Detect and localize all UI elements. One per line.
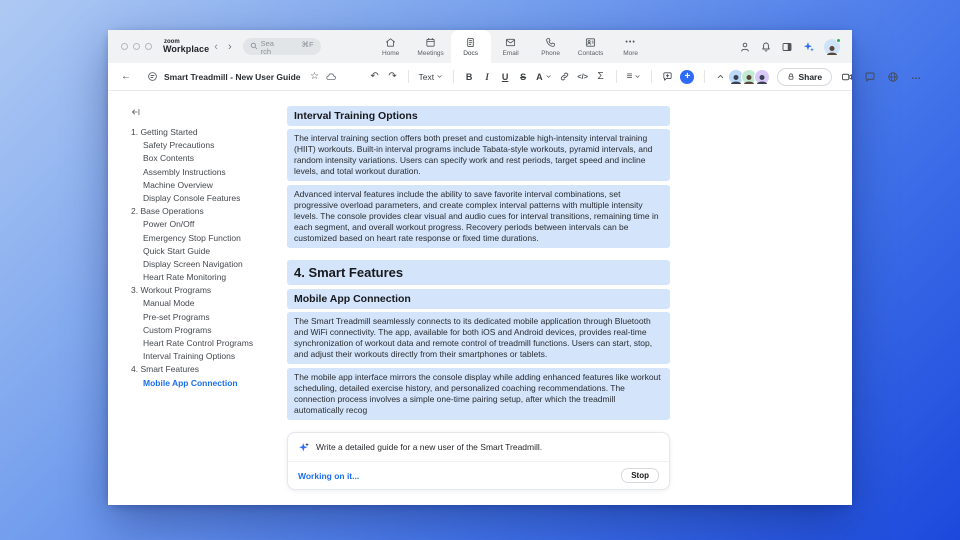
topbar-right-icons — [739, 39, 852, 55]
collaborator-avatar-3[interactable] — [754, 69, 770, 85]
collaborator-avatars[interactable] — [728, 69, 770, 85]
tab-meetings-label: Meetings — [417, 49, 444, 57]
zoom-workplace-logo — [163, 39, 209, 54]
nav-back-button[interactable]: ‹ — [214, 40, 218, 53]
ai-companion-panel — [287, 432, 670, 490]
tab-home-label: Home — [381, 49, 400, 57]
home-icon — [385, 37, 396, 49]
tab-contacts[interactable] — [571, 30, 611, 63]
search-shortcut: ⌘F — [301, 40, 314, 49]
sidebar-item-heart-rate-control-programs[interactable]: Heart Rate Control Programs — [143, 338, 254, 348]
formula-button[interactable]: Σ — [597, 71, 604, 82]
doc-badge-icon[interactable] — [144, 68, 160, 86]
tab-phone[interactable] — [531, 30, 571, 63]
sidebar-item-box-contents[interactable]: Box Contents — [143, 153, 195, 164]
ai-sparkle-icon — [298, 441, 310, 453]
tab-docs[interactable] — [451, 30, 491, 63]
underline-button[interactable]: U — [501, 71, 509, 82]
meetings-icon — [425, 37, 436, 49]
tab-phone-label: Phone — [541, 49, 560, 57]
sidebar-item-base-operations[interactable]: 2. Base Operations — [131, 206, 204, 217]
outline-sidebar — [108, 92, 278, 505]
content-area — [108, 92, 852, 505]
sidebar-item-heart-rate-monitoring[interactable]: Heart Rate Monitoring — [143, 272, 227, 283]
share-button-label: Share — [798, 71, 823, 82]
sidebar-item-assembly-instructions[interactable]: Assembly Instructions — [143, 166, 226, 177]
email-icon — [505, 37, 516, 49]
sidebar-item-emergency-stop[interactable]: Emergency Stop Function — [143, 232, 241, 243]
tab-meetings[interactable] — [411, 30, 451, 63]
bold-button[interactable]: B — [465, 71, 473, 82]
stop-button[interactable]: Stop — [621, 468, 659, 483]
contacts-icon — [585, 37, 596, 49]
more-icon: ••• — [625, 39, 636, 46]
heading-mobile-app-connection[interactable]: Mobile App Connection — [287, 289, 670, 309]
undo-icon[interactable]: ↶ — [370, 71, 379, 82]
text-style-label: Text — [418, 71, 435, 82]
search-placeholder: Search — [260, 39, 274, 56]
lock-icon — [787, 72, 795, 81]
sidebar-item-custom-programs[interactable]: Custom Programs — [143, 324, 212, 335]
chat-icon[interactable] — [862, 68, 878, 86]
app-window — [108, 30, 922, 505]
paragraph-interval-1[interactable]: The interval training section offers both preset and customizable high-intensity interval training (HIIT) workouts. Built-in interval programs include Tabata-style workouts, pyramid intervals, and random intensity variations. Users can specify work and rest periods, target speed and incline levels, and total workout duration. — [287, 129, 670, 181]
profile-icon[interactable] — [739, 41, 751, 53]
collapse-outline-icon[interactable] — [131, 107, 141, 117]
notifications-bell-icon[interactable] — [760, 41, 772, 53]
toolbar-right — [728, 68, 924, 86]
user-avatar[interactable] — [824, 39, 840, 55]
comment-icon[interactable] — [659, 68, 675, 86]
sidebar-item-quick-start-guide[interactable]: Quick Start Guide — [143, 245, 211, 256]
video-icon[interactable] — [839, 68, 855, 86]
sidebar-item-power-on-off[interactable]: Power On/Off — [143, 219, 195, 230]
share-button[interactable] — [777, 68, 832, 86]
text-style-dropdown[interactable] — [416, 72, 447, 82]
tab-more-label: More — [623, 49, 639, 57]
sidebar-item-getting-started[interactable]: 1. Getting Started — [131, 127, 198, 137]
doc-toolbar — [108, 63, 922, 91]
paragraph-mobile-1[interactable]: The Smart Treadmill seamlessly connects to its dedicated mobile application through Bluetooth and WiFi connectivity. The app, available for both iOS and Android devices, provides real-time synchronization of workout data and remote control of treadmill functions. Users can start, stop, and adjust their workouts directly from their smartphones or tablets. — [287, 312, 670, 364]
heading-interval-training-options[interactable]: Interval Training Options — [287, 106, 670, 126]
sidebar-item-machine-overview[interactable]: Machine Overview — [143, 179, 213, 190]
sidebar-item-workout-programs[interactable]: 3. Workout Programs — [131, 285, 212, 296]
sidebar-item-preset-programs[interactable]: Pre-set Programs — [143, 311, 210, 322]
minimize-window-button[interactable] — [133, 43, 140, 50]
insert-plus-button[interactable]: + — [680, 70, 694, 84]
italic-button[interactable]: I — [485, 71, 489, 82]
paragraph-interval-2[interactable]: Advanced interval features include the ability to save favorite interval combinations, set progressive overload parameters, and create complex interval patterns with multiple intensity levels. The console provides clear visual and audio cues for interval transitions, remaining time in each segment, and overall workout progress. Recovery periods between intervals can be customized based on heart rate response or fixed time durations. — [287, 185, 670, 248]
presence-dot — [836, 38, 841, 43]
search-icon — [250, 42, 258, 50]
phone-icon — [545, 37, 556, 49]
align-icon: ≡ — [626, 71, 633, 82]
tab-contacts-label: Contacts — [577, 49, 604, 57]
document-title[interactable]: Smart Treadmill - New User Guide — [164, 71, 301, 82]
formatting-tools — [367, 68, 729, 86]
sidebar-item-display-screen-navigation[interactable]: Display Screen Navigation — [143, 258, 243, 269]
toolbar-more-icon[interactable]: … — [911, 71, 922, 82]
text-color-dropdown[interactable] — [533, 72, 555, 82]
sidebar-item-display-console-features[interactable]: Display Console Features — [143, 192, 241, 203]
tab-more[interactable] — [611, 30, 651, 63]
ai-status-text: Working on it... — [298, 470, 360, 481]
side-panel-icon[interactable] — [781, 41, 793, 53]
ai-prompt-text: Write a detailed guide for a new user of the Smart Treadmill. — [316, 442, 543, 452]
cloud-saved-icon — [323, 68, 339, 86]
list-align-dropdown[interactable] — [624, 71, 645, 82]
close-window-button[interactable] — [121, 43, 128, 50]
globe-icon[interactable] — [885, 68, 901, 86]
collapse-toolbar-icon[interactable] — [712, 68, 728, 86]
logo-zoom-text: zoom — [164, 39, 180, 45]
sidebar-item-manual-mode[interactable]: Manual Mode — [143, 298, 195, 309]
strikethrough-button[interactable]: S — [520, 71, 527, 82]
tab-docs-label: Docs — [463, 49, 479, 57]
paragraph-mobile-2[interactable]: The mobile app interface mirrors the console display while adding enhanced features like workout scheduling, detailed exercise history, and personalized coaching recommendations. The connection process involves a simple one-time pairing setup, after which the treadmill automatically recog — [287, 368, 670, 420]
document-editor[interactable] — [278, 92, 852, 505]
code-button[interactable]: </> — [577, 72, 589, 81]
maximize-window-button[interactable] — [145, 43, 152, 50]
sidebar-item-smart-features[interactable]: 4. Smart Features — [131, 364, 200, 375]
tab-home[interactable] — [371, 30, 411, 63]
logo-workplace-text: Workplace — [163, 44, 210, 54]
favorite-star-icon[interactable]: ☆ — [310, 71, 319, 82]
text-color-label: A — [536, 71, 543, 82]
tab-email-label: Email — [502, 49, 519, 57]
window-controls[interactable] — [121, 43, 152, 50]
sidebar-item-safety-precautions[interactable]: Safety Precautions — [143, 140, 215, 151]
nav-forward-button[interactable]: › — [227, 40, 232, 53]
top-bar — [108, 30, 852, 63]
tab-email[interactable] — [491, 30, 531, 63]
heading-smart-features[interactable]: 4. Smart Features — [287, 260, 670, 285]
link-icon[interactable] — [557, 68, 573, 86]
ai-companion-icon[interactable] — [802, 40, 815, 53]
sidebar-item-interval-training-options[interactable]: Interval Training Options — [143, 351, 236, 362]
docs-icon — [465, 37, 476, 49]
sidebar-item-mobile-app-connection[interactable]: Mobile App Connection — [143, 377, 238, 388]
search-input[interactable] — [243, 38, 321, 55]
doc-back-button[interactable]: ← — [121, 71, 131, 82]
redo-icon[interactable]: ↷ — [388, 71, 397, 82]
app-tabs — [371, 30, 651, 63]
